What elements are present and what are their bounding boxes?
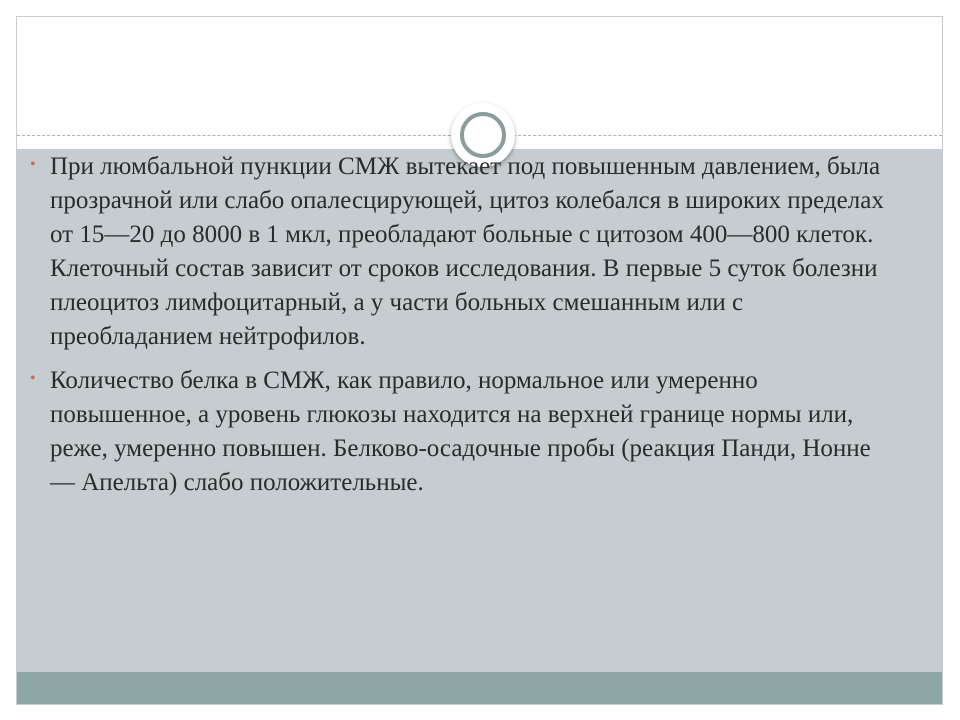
bullet-item (30, 364, 900, 500)
bottom-bar (17, 672, 942, 705)
bullet-list (30, 150, 900, 510)
bullet-text: При люмбальной пункции СМЖ вытекает под повышенным давлением, была прозрачной или слабо опалесцирующей, цитоз колебался в широких пределах от 15—20 до 8000 в 1 мкл, преобладают больные с цитозом 400—800 клеток. Клеточный состав зависит от сроков исследования. В первые 5 суток болезни плеоцитоз лимфоцитарный, а у части больных смешанным или с преобладанием нейтрофилов. (50, 153, 884, 350)
bullet-text: Количество белка в СМЖ, как правило, нормальное или умеренно повышенное, а уровень глюкозы находится на верхней границе нормы или, реже, умеренно повышен. Белково-осадочные пробы (реакция Панди, Нонне — Апельта) слабо положительные. (50, 367, 871, 496)
bullet-dot-icon: • (30, 370, 36, 387)
bullet-dot-icon: • (30, 156, 36, 173)
bullet-item (30, 150, 900, 354)
